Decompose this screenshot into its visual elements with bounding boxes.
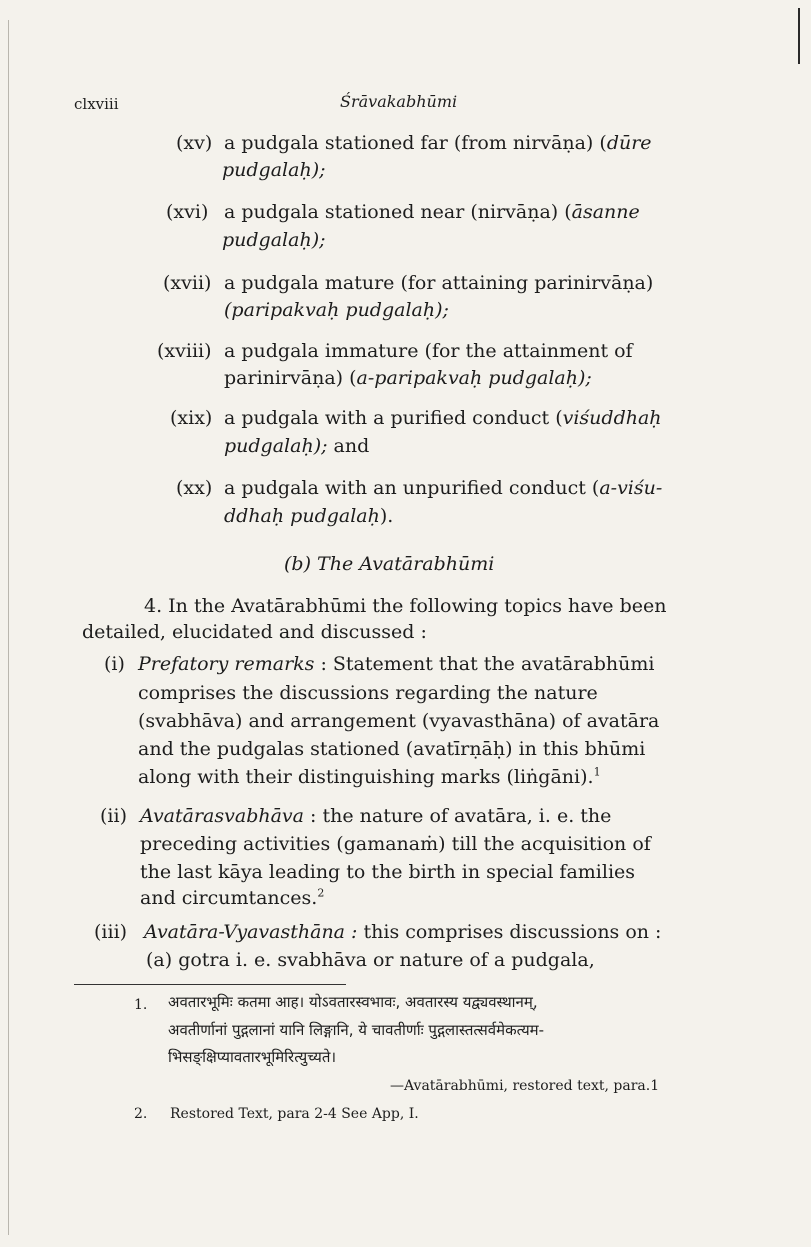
footnote-line: अवतारभूमिः कतमा आह। योऽवतारस्वभावः, अवतारस्य यद्व्यवस्थानम्, <box>168 993 538 1011</box>
list-item-num: (xx) <box>176 477 213 499</box>
topic-line: and circumtances.$^2$ <box>140 886 325 909</box>
list-item-line: parinirvāṇa) (a-paripakvaḥ pudgalaḥ); <box>224 367 592 389</box>
list-item-line: a pudgala mature (for attaining parinirvāṇa) <box>224 272 654 294</box>
footnote-line: Restored Text, para 2-4 See App, I. <box>170 1106 419 1122</box>
footnote-num: 2. <box>134 1106 148 1122</box>
footnote-num: 1. <box>134 997 148 1013</box>
list-item-line: a pudgala stationed far (from nirvāṇa) (dūre <box>224 132 652 154</box>
running-title: Śrāvakabhūmi <box>340 92 458 111</box>
topic-line: (svabhāva) and arrangement (vyavasthāna) of avatāra <box>138 710 660 732</box>
topic-line: comprises the discussions regarding the nature <box>138 682 598 704</box>
list-item-num: (xvii) <box>163 272 212 294</box>
footnote-divider <box>74 984 346 985</box>
list-item-line: (paripakvaḥ pudgalaḥ); <box>224 299 449 321</box>
topic-line: Avatāra-Vyavasthāna : this comprises discussions on : <box>144 921 662 943</box>
paragraph-line: detailed, elucidated and discussed : <box>82 621 427 643</box>
section-heading: (b) The Avatārabhūmi <box>284 553 495 575</box>
topic-line: the last kāya leading to the birth in special families <box>140 861 636 883</box>
list-item-line: pudgalaḥ); and <box>224 435 370 457</box>
list-item-line: a pudgala with a purified conduct (viśuddhaḥ <box>224 407 662 429</box>
list-item-line: pudgalaḥ); <box>222 229 326 251</box>
list-item-num: (xviii) <box>157 340 212 362</box>
topic-num: (i) <box>104 653 125 675</box>
topic-line: Avatārasvabhāva : the nature of avatāra, i. e. the <box>140 805 612 827</box>
footnote-line: भिसङ्क्षिप्यावतारभूमिरित्युच्यते। <box>168 1048 337 1066</box>
topic-line: preceding activities (gamanaṁ) till the acquisition of <box>140 833 651 855</box>
topic-num: (iii) <box>94 921 128 943</box>
footnote-ref: 1 <box>593 765 601 779</box>
list-item-line: pudgalaḥ); <box>222 159 326 181</box>
list-item-line: ddhaḥ pudgalaḥ). <box>224 505 394 527</box>
list-item-line: a pudgala stationed near (nirvāṇa) (āsanne <box>224 201 640 223</box>
topic-num: (ii) <box>100 805 127 827</box>
list-item-num: (xv) <box>176 132 213 154</box>
list-item-line: a pudgala immature (for the attainment of <box>224 340 633 362</box>
list-item-num: (xix) <box>170 407 213 429</box>
page-number: clxviii <box>74 95 119 113</box>
topic-line: along with their distinguishing marks (liṅgāni).$^1$ <box>138 765 601 788</box>
footnote-line: अवतीर्णानां पुद्गलानां यानि लिङ्गानि, ये चावतीर्णाः पुद्गलास्तत्सर्वमेकत्यम- <box>168 1021 545 1039</box>
list-item-line: a pudgala with an unpurified conduct (a-viśu- <box>224 477 663 499</box>
footnote-ref: 2 <box>317 886 325 900</box>
paragraph-line: 4. In the Avatārabhūmi the following topics have been <box>144 595 667 617</box>
topic-sub-item: (a) gotra i. e. svabhāva or nature of a pudgala, <box>146 949 595 971</box>
topic-line: Prefatory remarks : Statement that the avatārabhūmi <box>138 653 655 675</box>
page-left-edge <box>8 20 9 1235</box>
footnote-source: —Avatārabhūmi, restored text, para.1 <box>390 1078 660 1094</box>
list-item-num: (xvi) <box>166 201 209 223</box>
topic-line: and the pudgalas stationed (avatīrṇāḥ) in this bhūmi <box>138 738 646 760</box>
page-right-edge-mark <box>798 8 800 64</box>
